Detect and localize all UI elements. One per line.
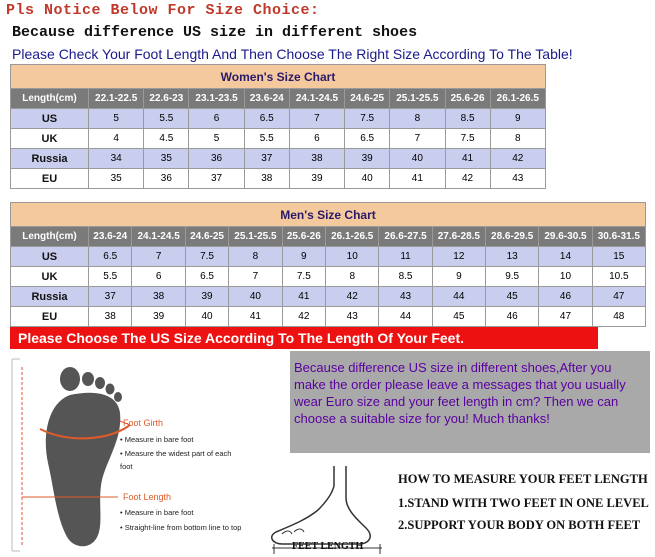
size-cell: 48 (592, 307, 645, 327)
size-cell: 9 (432, 267, 485, 287)
size-cell: 38 (289, 149, 344, 169)
men-length-cell: 27.6-28.5 (432, 227, 485, 247)
size-cell: 6 (289, 129, 344, 149)
women-chart-title: Women's Size Chart (11, 65, 546, 89)
size-cell: 6.5 (185, 267, 228, 287)
size-cell: 36 (144, 169, 189, 189)
row-label: US (11, 247, 89, 267)
size-cell: 8.5 (379, 267, 432, 287)
foot-diagram (8, 355, 270, 555)
size-cell: 7 (390, 129, 445, 149)
men-length-cell: 30.6-31.5 (592, 227, 645, 247)
women-length-row (11, 89, 546, 109)
size-cell: 41 (282, 287, 325, 307)
size-cell: 44 (379, 307, 432, 327)
foot-girth-note: • Measure in bare foot (120, 435, 194, 444)
size-cell: 44 (432, 287, 485, 307)
size-cell: 40 (229, 287, 282, 307)
foot-length-note: • Measure in bare foot (120, 508, 194, 517)
size-cell: 43 (326, 307, 379, 327)
size-cell: 9.5 (486, 267, 539, 287)
size-cell: 37 (189, 169, 244, 189)
row-label: EU (11, 307, 89, 327)
size-cell: 42 (326, 287, 379, 307)
size-cell: 6 (132, 267, 185, 287)
row-label: Russia (11, 149, 89, 169)
size-cell: 43 (379, 287, 432, 307)
measure-section (262, 458, 652, 557)
size-cell: 10 (539, 267, 592, 287)
size-cell: 4 (89, 129, 144, 149)
size-cell: 8 (390, 109, 445, 129)
women-size-chart (10, 64, 546, 189)
men-length-cell: 25.1-25.5 (229, 227, 282, 247)
size-cell: 40 (345, 169, 390, 189)
men-length-row (11, 227, 646, 247)
size-cell: 15 (592, 247, 645, 267)
size-cell: 39 (345, 149, 390, 169)
row-label: Russia (11, 287, 89, 307)
size-cell: 39 (185, 287, 228, 307)
message-text: Because difference US size in different shoes,After you make the order please leave a messages that you usually wear Euro size and your feet length in cm? Then we can choose a suitable size for you! Much thanks! (294, 360, 626, 426)
feet-length-label: FEET LENGTH (292, 541, 364, 552)
measure-step-2: 2.SUPPORT YOUR BODY ON BOTH FEET (398, 518, 641, 532)
size-cell: 37 (89, 287, 132, 307)
size-cell: 5 (189, 129, 244, 149)
measure-step-1: 1.STAND WITH TWO FEET IN ONE LEVEL (398, 496, 649, 510)
size-cell: 5.5 (89, 267, 132, 287)
men-row-us (11, 247, 646, 267)
size-cell: 6.5 (244, 109, 289, 129)
women-row-us (11, 109, 546, 129)
women-row-eu (11, 169, 546, 189)
men-length-cell: 24.1-24.5 (132, 227, 185, 247)
size-cell: 42 (490, 149, 545, 169)
size-cell: 5.5 (144, 109, 189, 129)
men-length-cell: 26.1-26.5 (326, 227, 379, 247)
size-cell: 43 (490, 169, 545, 189)
men-length-cell: 26.6-27.5 (379, 227, 432, 247)
size-cell: 8 (490, 129, 545, 149)
size-cell: 4.5 (144, 129, 189, 149)
men-row-eu (11, 307, 646, 327)
size-cell: 7 (229, 267, 282, 287)
notice-line-1: Because difference US size in different shoes (12, 24, 418, 41)
size-cell: 10.5 (592, 267, 645, 287)
size-cell: 10 (326, 247, 379, 267)
row-label: US (11, 109, 89, 129)
size-cell: 35 (89, 169, 144, 189)
women-length-cell: 22.6-23 (144, 89, 189, 109)
size-cell: 40 (185, 307, 228, 327)
men-chart-title: Men's Size Chart (11, 203, 646, 227)
women-length-cell: 25.1-25.5 (390, 89, 445, 109)
measure-title: HOW TO MEASURE YOUR FEET LENGTH (398, 472, 648, 486)
size-cell: 12 (432, 247, 485, 267)
size-cell: 5.5 (244, 129, 289, 149)
men-length-header: Length(cm) (11, 227, 89, 247)
size-cell: 14 (539, 247, 592, 267)
men-row-russia (11, 287, 646, 307)
men-size-chart (10, 202, 646, 327)
men-length-cell: 29.6-30.5 (539, 227, 592, 247)
size-cell: 8.5 (445, 109, 490, 129)
women-length-cell: 24.6-25 (345, 89, 390, 109)
size-cell: 7.5 (185, 247, 228, 267)
size-cell: 7.5 (445, 129, 490, 149)
women-length-cell: 23.1-23.5 (189, 89, 244, 109)
men-length-cell: 28.6-29.5 (486, 227, 539, 247)
women-length-cell: 24.1-24.5 (289, 89, 344, 109)
size-cell: 36 (189, 149, 244, 169)
size-cell: 7 (132, 247, 185, 267)
size-cell: 42 (282, 307, 325, 327)
row-label: EU (11, 169, 89, 189)
size-cell: 37 (244, 149, 289, 169)
size-cell: 35 (144, 149, 189, 169)
size-cell: 34 (89, 149, 144, 169)
size-cell: 13 (486, 247, 539, 267)
women-length-cell: 22.1-22.5 (89, 89, 144, 109)
women-length-cell: 26.1-26.5 (490, 89, 545, 109)
size-cell: 40 (390, 149, 445, 169)
size-cell: 39 (289, 169, 344, 189)
notice-line-2: Please Check Your Foot Length And Then Choose The Right Size According To The Table! (12, 46, 573, 62)
size-cell: 9 (490, 109, 545, 129)
size-cell: 6 (189, 109, 244, 129)
size-cell: 41 (445, 149, 490, 169)
women-row-russia (11, 149, 546, 169)
size-cell: 47 (592, 287, 645, 307)
size-cell: 45 (432, 307, 485, 327)
size-cell: 6.5 (345, 129, 390, 149)
size-cell: 38 (132, 287, 185, 307)
size-cell: 42 (445, 169, 490, 189)
size-cell: 47 (539, 307, 592, 327)
foot-length-label: Foot Length (123, 492, 172, 502)
women-length-cell: 25.6-26 (445, 89, 490, 109)
row-label: UK (11, 267, 89, 287)
size-cell: 46 (539, 287, 592, 307)
size-cell: 8 (229, 247, 282, 267)
men-length-cell: 25.6-26 (282, 227, 325, 247)
women-row-uk (11, 129, 546, 149)
size-cell: 5 (89, 109, 144, 129)
women-length-header: Length(cm) (11, 89, 89, 109)
size-cell: 38 (244, 169, 289, 189)
size-cell: 7 (289, 109, 344, 129)
size-cell: 11 (379, 247, 432, 267)
foot-girth-note: foot (120, 462, 133, 471)
size-cell: 41 (390, 169, 445, 189)
size-cell: 7.5 (282, 267, 325, 287)
notice-title: Pls Notice Below For Size Choice: (6, 2, 320, 19)
men-length-cell: 23.6-24 (89, 227, 132, 247)
size-cell: 38 (89, 307, 132, 327)
size-advice-banner: Please Choose The US Size According To The Length Of Your Feet. (10, 327, 598, 349)
men-length-cell: 24.6-25 (185, 227, 228, 247)
size-cell: 9 (282, 247, 325, 267)
foot-girth-note: • Measure the widest part of each (120, 449, 232, 458)
size-cell: 46 (486, 307, 539, 327)
foot-length-note: • Straight-line from bottom line to top (120, 523, 242, 532)
size-cell: 39 (132, 307, 185, 327)
row-label: UK (11, 129, 89, 149)
foot-girth-label: Foot Girth (123, 418, 164, 428)
message-box (290, 351, 650, 453)
size-cell: 8 (326, 267, 379, 287)
size-cell: 6.5 (89, 247, 132, 267)
women-length-cell: 23.6-24 (244, 89, 289, 109)
size-cell: 7.5 (345, 109, 390, 129)
size-cell: 45 (486, 287, 539, 307)
size-cell: 41 (229, 307, 282, 327)
men-row-uk (11, 267, 646, 287)
